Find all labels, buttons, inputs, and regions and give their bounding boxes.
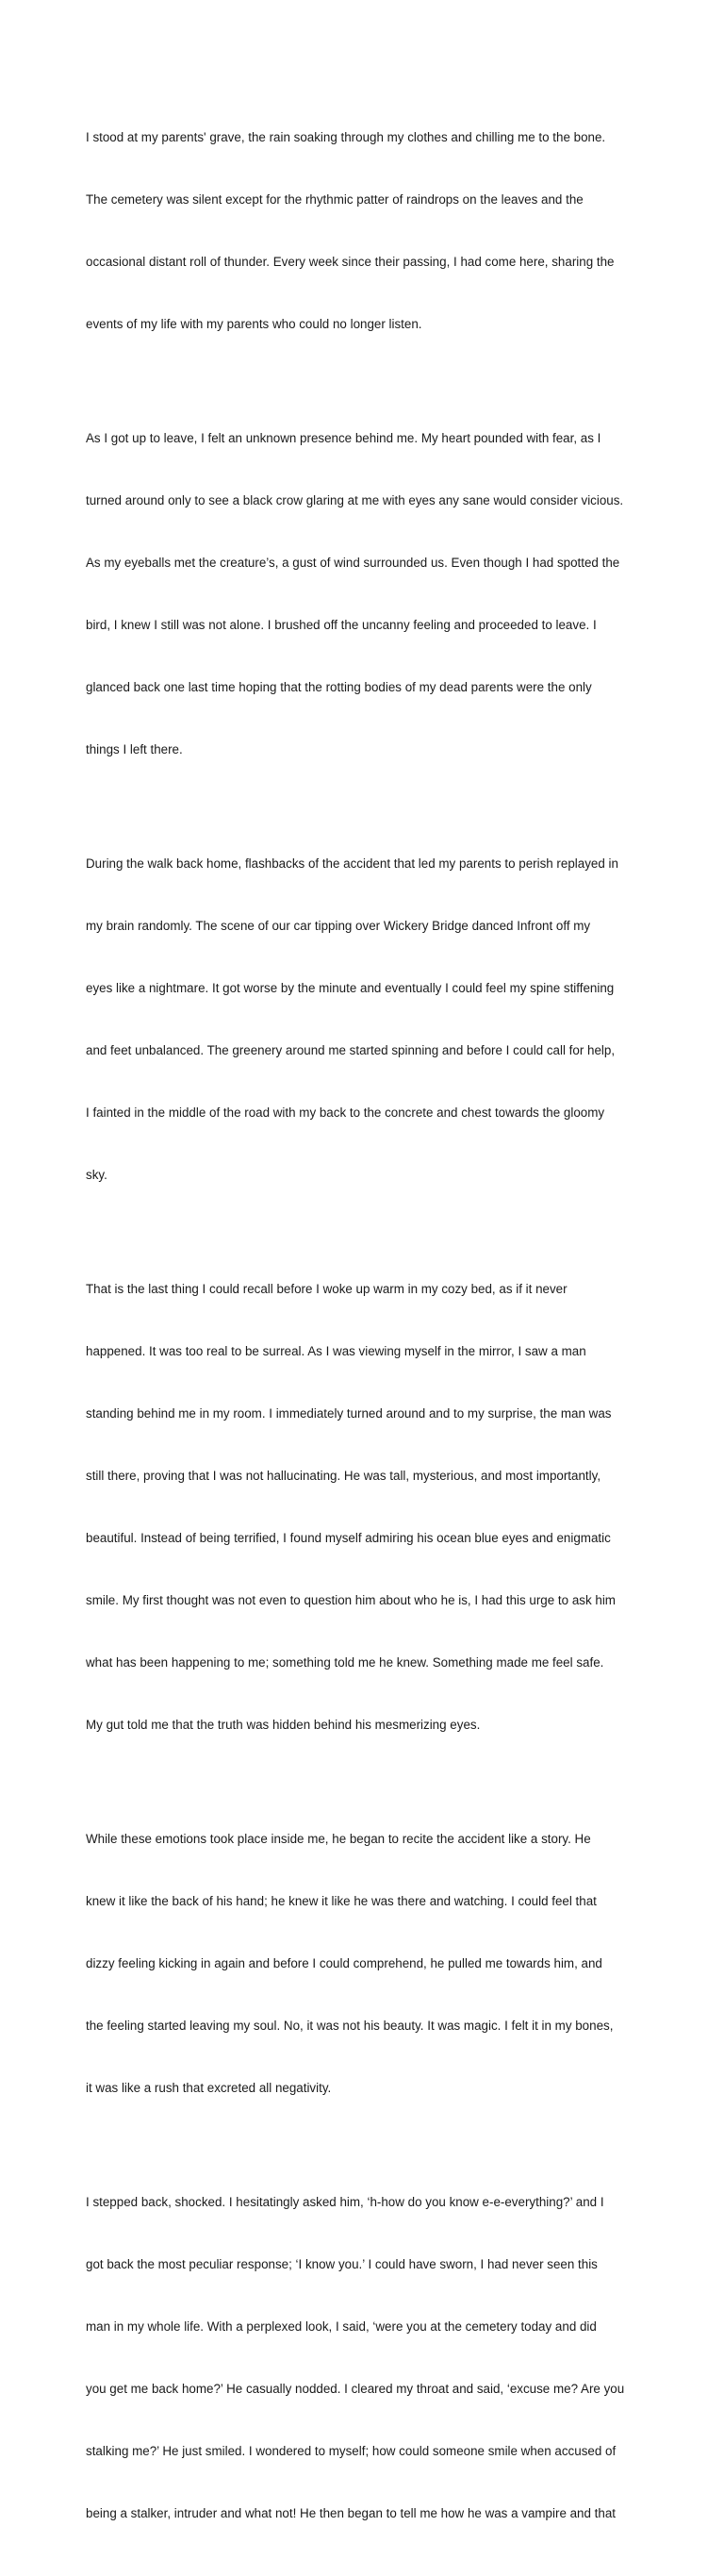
text-line: got back the most peculiar response; ‘I know you.’ I could have sworn, I had never seen this [86, 2257, 598, 2271]
text-line: it was like a rush that excreted all negativity. [86, 2081, 332, 2095]
text-line: things I left there. [86, 742, 183, 756]
paragraph-6 [86, 2151, 646, 2566]
text-line: sky. [86, 1168, 107, 1182]
text-line: happened. It was too real to be surreal. As I was viewing myself in the mirror, I saw a man [86, 1344, 586, 1358]
paragraph-1 [86, 86, 646, 376]
text-line: While these emotions took place inside me, he began to recite the accident like a story. He [86, 1832, 591, 1846]
text-line: During the walk back home, flashbacks of the accident that led my parents to perish replayed in [86, 856, 618, 871]
text-line: eyes like a nightmare. It got worse by the minute and eventually I could feel my spine stiffening [86, 981, 615, 995]
text-line: As I got up to leave, I felt an unknown presence behind me. My heart pounded with fear, as I [86, 431, 601, 445]
text-line: events of my life with my parents who could no longer listen. [86, 317, 422, 331]
text-line: glanced back one last time hoping that the rotting bodies of my dead parents were the only [86, 680, 592, 694]
text-line: man in my whole life. With a perplexed look, I said, ‘were you at the cemetery today and did [86, 2319, 597, 2334]
text-line: dizzy feeling kicking in again and before I could comprehend, he pulled me towards him, and [86, 1956, 602, 1970]
text-line: you get me back home?’ He casually nodded. I cleared my throat and said, ‘excuse me? Are you [86, 2382, 625, 2396]
document-page [86, 86, 646, 2576]
text-line: what has been happening to me; something told me he knew. Something made me feel safe. [86, 1655, 604, 1670]
text-line: The cemetery was silent except for the rhythmic patter of raindrops on the leaves and the [86, 192, 584, 207]
text-line: occasional distant roll of thunder. Every week since their passing, I had come here, sharing the [86, 255, 615, 269]
text-line: That is the last thing I could recall before I woke up warm in my cozy bed, as if it never [86, 1282, 568, 1296]
text-line: bird, I knew I still was not alone. I brushed off the uncanny feeling and proceeded to leave. I [86, 618, 597, 632]
paragraph-5 [86, 1787, 646, 2140]
text-line: smile. My first thought was not even to question him about who he is, I had this urge to ask him [86, 1593, 616, 1607]
paragraph-3 [86, 812, 646, 1227]
text-line: my brain randomly. The scene of our car tipping over Wickery Bridge danced Infront off my [86, 919, 591, 933]
text-line: I stood at my parents' grave, the rain soaking through my clothes and chilling me to the bone. [86, 130, 606, 144]
text-line: stalking me?’ He just smiled. I wondered to myself; how could someone smile when accused of [86, 2444, 617, 2458]
text-line: As my eyeballs met the creature’s, a gust of wind surrounded us. Even though I had spotted the [86, 556, 620, 570]
text-line: standing behind me in my room. I immediately turned around and to my surprise, the man was [86, 1406, 612, 1421]
paragraph-4 [86, 1238, 646, 1777]
text-line: being a stalker, intruder and what not! He then began to tell me how he was a vampire and that [86, 2506, 617, 2520]
text-line: knew it like the back of his hand; he knew it like he was there and watching. I could feel that [86, 1894, 597, 1908]
text-line: My gut told me that the truth was hidden behind his mesmerizing eyes. [86, 1718, 481, 1732]
text-line: I stepped back, shocked. I hesitatingly asked him, ‘h-how do you know e-e-everything?’ and I [86, 2195, 604, 2209]
text-line: beautiful. Instead of being terrified, I found myself admiring his ocean blue eyes and enigmatic [86, 1531, 611, 1545]
paragraph-2 [86, 387, 646, 802]
text-line: turned around only to see a black crow glaring at me with eyes any sane would consider vicious. [86, 493, 624, 507]
text-line: I fainted in the middle of the road with my back to the concrete and chest towards the gloomy [86, 1105, 605, 1120]
text-line: the feeling started leaving my soul. No, it was not his beauty. It was magic. I felt it in my bones, [86, 2019, 614, 2033]
text-line: still there, proving that I was not hallucinating. He was tall, mysterious, and most importantly, [86, 1469, 601, 1483]
text-line: and feet unbalanced. The greenery around me started spinning and before I could call for help, [86, 1043, 616, 1057]
